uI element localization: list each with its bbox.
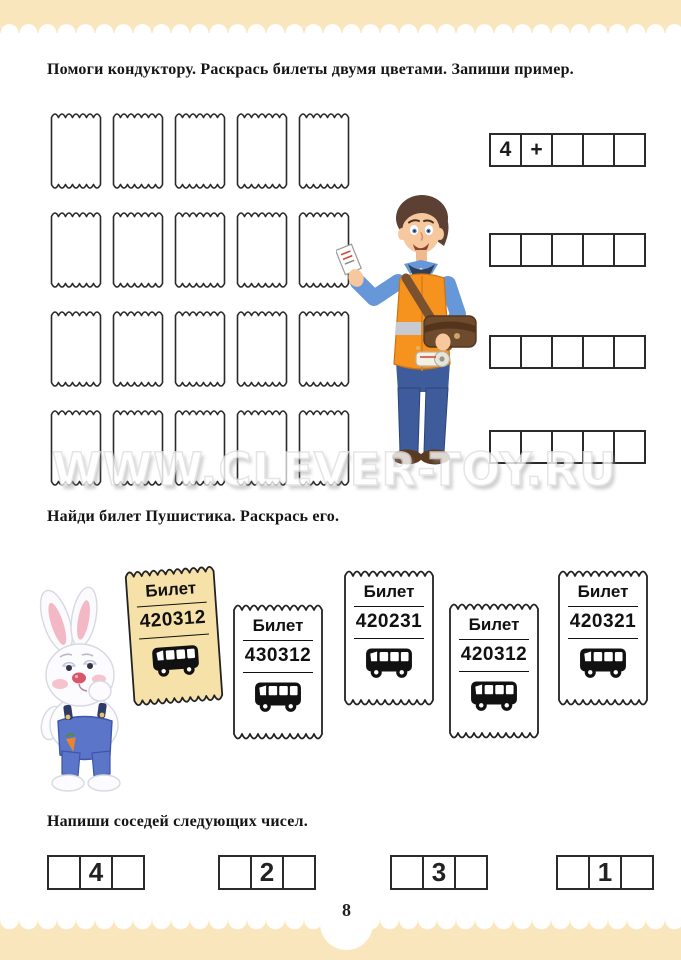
ticket-number: 430312	[244, 645, 312, 666]
equation-answer-cell[interactable]	[551, 432, 582, 462]
blank-ticket[interactable]	[50, 409, 102, 487]
ticket-number: 420231	[355, 611, 423, 632]
equation-answer-cell[interactable]	[491, 432, 520, 462]
ticket-number: 420312	[460, 644, 528, 665]
equation-answer-cell[interactable]	[582, 432, 613, 462]
neighbor-printed-number: 3	[422, 857, 454, 888]
rabbit-illustration	[12, 583, 162, 793]
blank-ticket[interactable]	[50, 310, 102, 388]
blank-ticket[interactable]	[236, 409, 288, 487]
equation-answer-cell[interactable]	[613, 337, 644, 367]
blank-ticket[interactable]	[112, 112, 164, 190]
ticket-label: Билет	[144, 578, 197, 601]
equation-cell-printed: 4	[499, 138, 512, 161]
blank-ticket[interactable]	[112, 310, 164, 388]
equation-answer-cell[interactable]	[520, 432, 551, 462]
bus-icon	[577, 646, 629, 680]
neighbor-answer-cell[interactable]	[620, 857, 652, 888]
equation-strip	[489, 133, 646, 167]
equation-answer-cell[interactable]	[520, 337, 551, 367]
bus-icon	[363, 646, 415, 680]
blank-ticket[interactable]	[50, 112, 102, 190]
neighbor-answer-cell[interactable]	[220, 857, 250, 888]
equation-answer-cell[interactable]	[491, 337, 520, 367]
ticket-divider	[354, 638, 424, 639]
blank-ticket-grid	[50, 112, 350, 487]
equation-strip	[489, 233, 646, 267]
bus-icon	[252, 680, 304, 714]
page-border-top	[0, 0, 681, 33]
neighbor-answer-cell[interactable]	[454, 857, 486, 888]
neighbor-printed-number: 1	[588, 857, 620, 888]
blank-ticket[interactable]	[112, 409, 164, 487]
neighbor-strip	[218, 855, 316, 890]
ticket-divider	[459, 671, 529, 672]
equation-strip	[489, 335, 646, 369]
ticket[interactable]	[232, 602, 324, 742]
blank-ticket[interactable]	[174, 211, 226, 289]
blank-ticket[interactable]	[112, 211, 164, 289]
ticket[interactable]	[343, 568, 435, 708]
equation-answer-cell[interactable]	[613, 432, 644, 462]
neighbor-strip	[47, 855, 145, 890]
neighbor-answer-cell[interactable]	[49, 857, 79, 888]
ticket-label: Билет	[252, 616, 304, 635]
neighbor-answer-cell[interactable]	[111, 857, 143, 888]
ticket-label: Билет	[577, 582, 629, 601]
bus-icon	[468, 679, 520, 713]
neighbor-printed-number: 4	[79, 857, 111, 888]
instruction-find-ticket: Найди билет Пушистика. Раскрась его.	[47, 508, 340, 525]
watermark: WWW.CLEVER-TOY.RU	[52, 443, 617, 496]
instruction-write-neighbors: Напиши соседей следующих чисел.	[47, 813, 308, 830]
blank-ticket[interactable]	[174, 112, 226, 190]
instruction-color-tickets: Помоги кондуктору. Раскрась билеты двумя цветами. Запиши пример.	[47, 61, 574, 78]
ticket-number: 420321	[569, 611, 637, 632]
blank-ticket[interactable]	[236, 310, 288, 388]
neighbor-printed-number: 2	[250, 857, 282, 888]
ticket-divider	[354, 606, 424, 607]
blank-ticket[interactable]	[174, 310, 226, 388]
equation-answer-cell[interactable]	[582, 135, 613, 165]
blank-ticket[interactable]	[236, 112, 288, 190]
equation-answer-cell[interactable]	[582, 235, 613, 265]
neighbor-answer-cell[interactable]	[392, 857, 422, 888]
neighbor-strip	[556, 855, 654, 890]
blank-ticket[interactable]	[174, 409, 226, 487]
equation-answer-cell[interactable]	[551, 135, 582, 165]
conductor-illustration	[336, 186, 484, 478]
page-number-notch	[320, 897, 373, 950]
page-number: 8	[342, 900, 351, 920]
ticket-number: 420312	[138, 606, 207, 633]
equation-answer-cell[interactable]	[613, 135, 644, 165]
ticket-divider	[568, 606, 638, 607]
blank-ticket[interactable]	[50, 211, 102, 289]
equation-cell-printed: +	[520, 135, 551, 165]
equation-answer-cell[interactable]	[582, 337, 613, 367]
ticket[interactable]	[448, 601, 540, 741]
neighbor-answer-cell[interactable]	[558, 857, 588, 888]
ticket-label: Билет	[363, 582, 415, 601]
ticket-divider	[459, 639, 529, 640]
ticket-divider	[568, 638, 638, 639]
equation-answer-cell[interactable]	[520, 235, 551, 265]
equation-answer-cell[interactable]	[491, 235, 520, 265]
equation-answer-cell[interactable]	[551, 337, 582, 367]
ticket[interactable]	[557, 568, 649, 708]
neighbor-answer-cell[interactable]	[282, 857, 314, 888]
ticket-divider	[243, 640, 313, 641]
blank-ticket[interactable]	[298, 112, 350, 190]
blank-ticket[interactable]	[236, 211, 288, 289]
equation-answer-cell[interactable]	[613, 235, 644, 265]
neighbor-strip	[390, 855, 488, 890]
equation-answer-cell[interactable]	[551, 235, 582, 265]
ticket-divider	[243, 672, 313, 673]
equation-strip	[489, 430, 646, 464]
ticket-label: Билет	[468, 615, 520, 634]
